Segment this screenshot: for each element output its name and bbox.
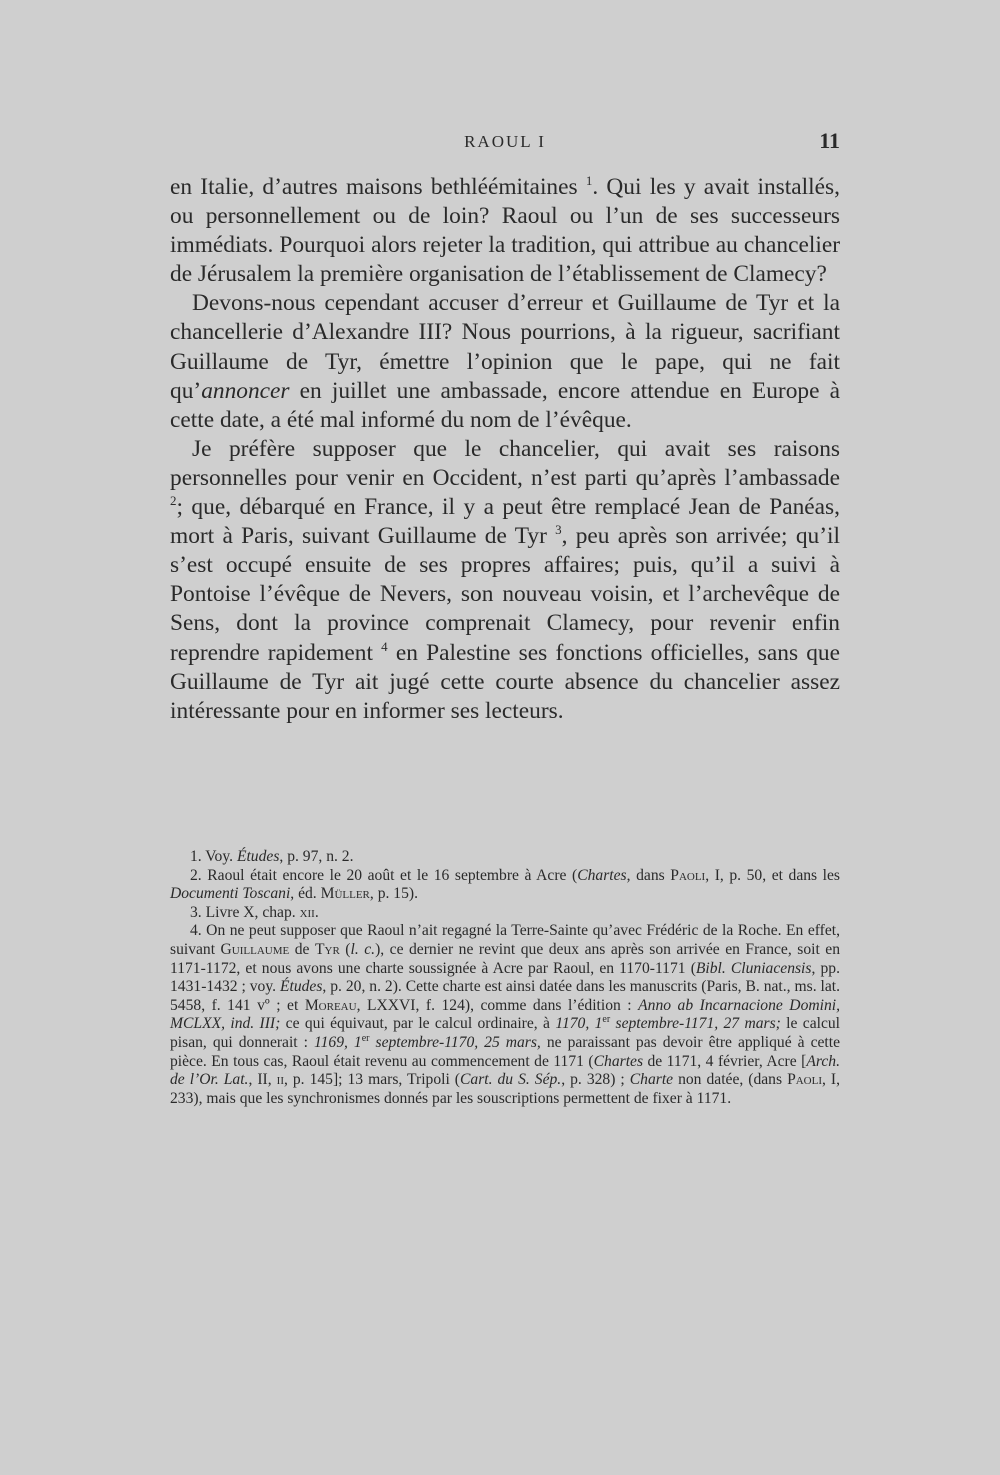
footnote-4: 4. On ne peut supposer que Raoul n’ait regagné la Terre-Sainte qu’avec Frédéric de la Roche. En effet, suivant Guillaume de Tyr (l. c.), ce dernier ne revint que deux ans après son arrivée en France, soit en 1171-1172, et nous avons une charte soussignée à Acre par Raoul, en 1170-1171 (Bibl. Cluniacensis, pp. 1431-1432 ; voy. Études, p. 20, n. 2). Cette charte est ainsi datée dans les manuscrits (Paris, B. nat., ms. lat. 5458, f. 141 vº ; et Moreau, LXXVI, f. 124), comme dans l’édition : Anno ab Incarnacione Domini, MCLXX, ind. III; ce qui équivaut, par le calcul ordinaire, à 1170, 1er septembre-1171, 27 mars; le calcul pisan, qui donnerait : 1169, 1er septembre-1170, 25 mars, ne paraissant pas devoir être appliqué à cette pièce. En tous cas, Raoul était revenu au commencement de 1171 (Chartes de 1171, 4 février, Acre [Arch. de l’Or. Lat., II, ii, p. 145]; 13 mars, Tripoli (Cart. du S. Sép., p. 328) ; Charte non datée, (dans Paoli, I, 233), mais que les synchronismes donnés par les souscriptions permettent de fixer à 1171. (170, 922, 841, 1107)
running-title: RAOUL I (464, 132, 546, 151)
paragraph-2: Devons-nous cependant accuser d’erreur et Guillaume de Tyr et la chancellerie d’Alexandre III? Nous pourrions, à la rigueur, sacrifiant Guillaume de Tyr, émettre l’opinion que le pape, qui ne fait qu’annoncer en juillet une ambassade, encore attendue en Europe à cette date, a été mal informé du nom de l’évêque. (170, 290, 840, 433)
main-text (170, 173, 840, 726)
paragraph-3: Je préfère supposer que le chancelier, qui avait ses raisons personnelles pour venir en Occident, n’est parti qu’après l’ambassade $^2$; que, débarqué en France, il y a peut être remplacé Jean de Panéas, mort à Paris, suivant Guillaume de Tyr $^3$, peu après son arrivée; qu’il s’est occupé ensuite de ses propres affaires; puis, qu’il a suivi à Pontoise l’évêque de Nevers, son nouveau voisin, et l’archevêque de Sens, dont la province comprenait Clamecy, pour revenir enfin reprendre rapidement $^4$ en Palestine ses fonctions officielles, sans que Guillaume de Tyr ait jugé cette courte absence du chancelier assez intéressante pour en informer ses lecteurs. (170, 435, 840, 724)
footnote-ref-4: 4 (381, 638, 388, 654)
page-number: 11 (819, 128, 840, 153)
footnote-ref-2: 2 (170, 493, 177, 509)
page-header (170, 128, 840, 162)
emphasis: annoncer (201, 377, 290, 404)
footnote-ref-1: 1 (585, 173, 593, 189)
footnotes (170, 848, 840, 1108)
paragraph-1: en Italie, d’autres maisons bethléémitaines $^1$. Qui les y avait installés, ou personnellement ou de loin? Raoul ou l’un de ses successeurs immédiats. Pourquoi alors rejeter la tradition, qui attribue au chancelier de Jérusalem la première organisation de l’établissement de Clamecy? (170, 173, 840, 288)
footnote-ref-3: 3 (555, 522, 562, 538)
footnote-1: 1. Voy. Études, p. 97, n. 2. (190, 848, 354, 865)
footnote-2: 2. Raoul était encore le 20 août et le 16 septembre à Acre (Chartes, dans Paoli, I, p. 50, et dans les Documenti Toscani, éd. Müller, p. 15). (170, 866, 840, 903)
footnote-3: 3. Livre X, chap. xii. (190, 903, 319, 921)
